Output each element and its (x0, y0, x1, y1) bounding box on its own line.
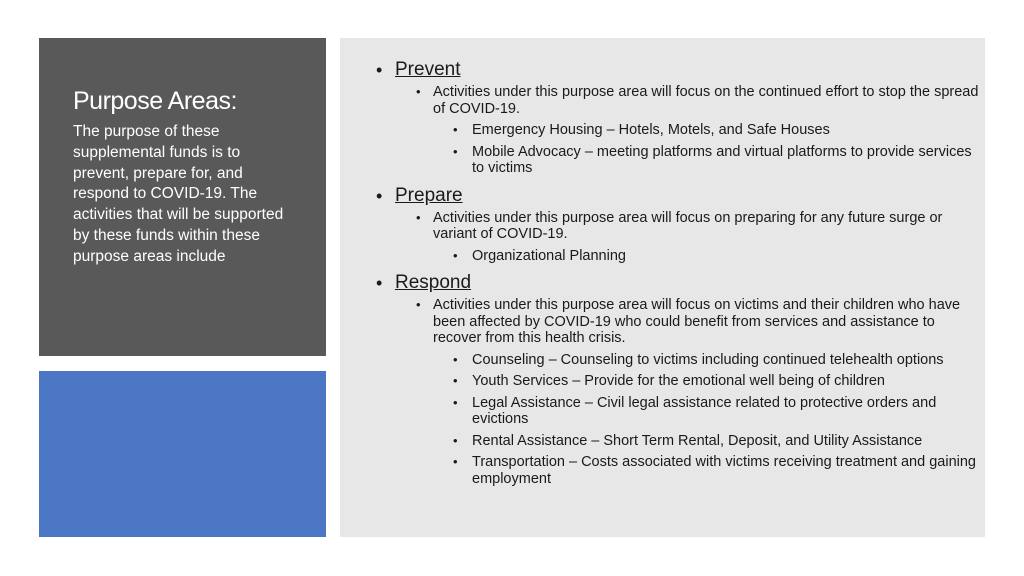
bullet-icon: • (453, 432, 458, 448)
section-description: • Activities under this purpose area will focus on victims and their children who have been affected by COVID-19 who could benefit from services and assistance to recover from this health crisis. • Counseling – Counseling to victims including continued telehealth options • Youth Services – Provide for the emotional well being of children • Legal Assistance – Civil legal assistance related to protective orders and evictions • Rental Assistance – Short Term Rental, Deposit, and Utility Assistance • Transportation – Costs associated with victims receiving treatment and gaining employment (433, 297, 985, 487)
bullet-icon: • (453, 454, 458, 469)
section-prepare (376, 184, 985, 265)
section-title: Prevent (395, 59, 461, 80)
bullet-icon: • (416, 297, 421, 312)
bullet-icon: • (376, 60, 383, 80)
list-item: • Counseling – Counseling to victims including continued telehealth options (453, 351, 944, 368)
list-item: • Mobile Advocacy – meeting platforms and virtual platforms to provide services to victims (453, 143, 972, 176)
section-respond (376, 271, 985, 487)
title-panel (39, 38, 326, 356)
list-item: • Youth Services – Provide for the emotional well being of children (453, 373, 885, 389)
bullet-icon: • (376, 273, 383, 293)
intro-text: The purpose of these supplemental funds is to prevent, prepare for, and respond to COVID-19. The activities that will be supported by these funds within these purpose areas include (73, 123, 284, 265)
bullet-icon: • (453, 394, 458, 410)
bullet-icon: • (453, 373, 458, 388)
bullet-icon: • (453, 143, 458, 159)
content-panel (340, 38, 985, 537)
list-item: • Emergency Housing – Hotels, Motels, and Safe Houses (453, 122, 830, 138)
purpose-list (340, 58, 985, 487)
section-title: Prepare (395, 184, 463, 206)
bullet-icon: • (416, 209, 421, 225)
list-item: • Organizational Planning (453, 247, 626, 264)
bullet-icon: • (453, 351, 458, 367)
bullet-icon: • (453, 122, 458, 137)
bullet-icon: • (376, 185, 383, 206)
accent-block (39, 371, 326, 537)
section-description: • Activities under this purpose area will focus on the continued effort to stop the spread of COVID-19. • Emergency Housing – Hotels, Motels, and Safe Houses • Mobile Advocacy – meeting platforms and virtual platforms to provide services to victims (433, 84, 985, 177)
section-title: Respond (395, 272, 472, 293)
bullet-icon: • (416, 84, 421, 99)
list-item: • Rental Assistance – Short Term Rental, Deposit, and Utility Assistance (453, 432, 923, 449)
bullet-icon: • (453, 247, 458, 263)
list-item: • Transportation – Costs associated with victims receiving treatment and gaining employment (453, 454, 976, 487)
page-title: Purpose Areas: (73, 87, 237, 115)
section-prevent (376, 58, 985, 177)
section-description: • Activities under this purpose area will focus on preparing for any future surge or variant of COVID-19. • Organizational Planning (433, 210, 985, 265)
list-item: • Legal Assistance – Civil legal assistance related to protective orders and evictions (453, 394, 937, 427)
